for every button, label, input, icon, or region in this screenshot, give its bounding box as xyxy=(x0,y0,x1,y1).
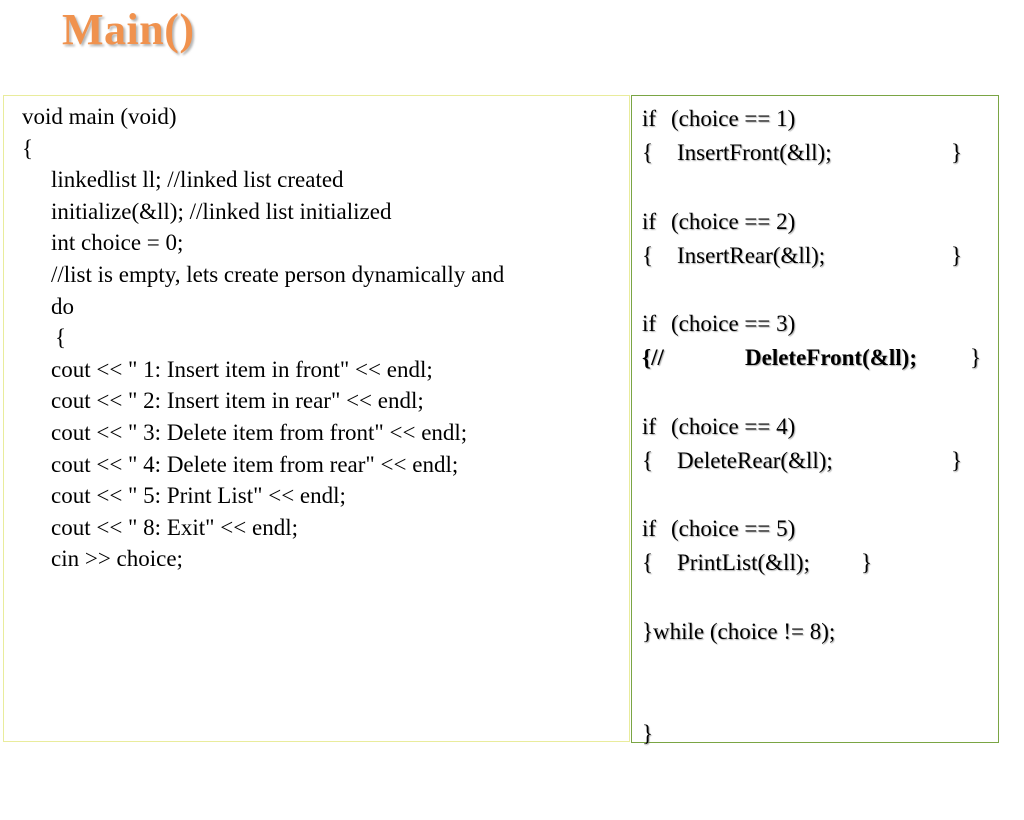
code-line: cout << " 5: Print List" << endl; xyxy=(51,483,346,509)
open-brace: { xyxy=(642,447,654,473)
code-line: cout << " 8: Exit" << endl; xyxy=(51,514,298,540)
open-brace: { xyxy=(642,550,654,576)
blank-line xyxy=(642,478,677,512)
if-line xyxy=(642,410,796,444)
choice-code-block xyxy=(642,102,982,752)
main-code-panel xyxy=(3,95,630,742)
blank-line xyxy=(642,170,677,204)
statement: DeleteRear(&ll); xyxy=(677,447,833,473)
close-brace: } xyxy=(951,447,963,473)
if-condition: (choice == 2) xyxy=(671,208,796,234)
code-line: int choice = 0; xyxy=(51,230,184,256)
while-statement: }while (choice != 8); xyxy=(642,618,836,644)
final-line xyxy=(642,717,677,751)
blank-line xyxy=(642,683,677,717)
code-line: do xyxy=(51,293,74,319)
close-brace: } xyxy=(861,550,873,576)
code-line: //list is empty, lets create person dynamically and xyxy=(51,261,505,287)
while-line xyxy=(642,615,836,649)
if-line xyxy=(642,102,796,136)
statement: InsertFront(&ll); xyxy=(677,140,832,166)
body-line xyxy=(642,546,873,580)
body-line xyxy=(642,239,963,273)
code-line: cin >> choice; xyxy=(51,546,183,572)
body-line xyxy=(642,136,963,170)
if-line xyxy=(642,307,796,341)
code-line: linkedlist ll; //linked list created xyxy=(51,167,344,193)
code-line: cout << " 1: Insert item in front" << endl; xyxy=(51,356,433,382)
code-line: void main (void) xyxy=(22,104,177,129)
final-brace: } xyxy=(642,721,654,747)
open-brace: { xyxy=(642,242,654,268)
statement: InsertRear(&ll); xyxy=(677,242,826,268)
code-line: { xyxy=(22,135,34,161)
open-brace: { xyxy=(642,140,654,166)
code-line: cout << " 4: Delete item from rear" << endl; xyxy=(51,451,459,477)
code-line: { xyxy=(55,325,67,351)
if-line xyxy=(642,205,796,239)
code-line: cout << " 3: Delete item from front" << endl; xyxy=(51,419,468,445)
main-code-block xyxy=(22,101,504,575)
if-keyword: if xyxy=(642,413,657,439)
if-keyword: if xyxy=(642,106,657,131)
body-line xyxy=(642,444,963,478)
close-brace: } xyxy=(970,345,982,371)
if-keyword: if xyxy=(642,516,657,542)
code-line: initialize(&ll); //linked list initialized xyxy=(51,198,392,224)
blank-line xyxy=(642,649,677,683)
if-keyword: if xyxy=(642,208,657,234)
if-condition: (choice == 4) xyxy=(671,413,796,439)
if-condition: (choice == 1) xyxy=(671,106,796,131)
if-line xyxy=(642,512,796,546)
slide-title: Main() xyxy=(62,5,195,54)
blank-line xyxy=(642,273,677,307)
blank-line xyxy=(642,376,677,410)
close-brace: } xyxy=(951,242,963,268)
open-brace-comment: {// xyxy=(642,345,664,371)
if-condition: (choice == 5) xyxy=(671,516,796,542)
code-line: cout << " 2: Insert item in rear" << endl; xyxy=(51,388,424,414)
if-keyword: if xyxy=(642,311,657,337)
close-brace: } xyxy=(951,140,963,166)
statement: DeleteFront(&ll); xyxy=(745,345,917,371)
if-condition: (choice == 3) xyxy=(671,311,796,337)
statement: PrintList(&ll); xyxy=(677,550,810,576)
choice-handling-panel xyxy=(631,95,999,747)
blank-line xyxy=(642,581,677,615)
body-line-commented xyxy=(642,341,982,375)
